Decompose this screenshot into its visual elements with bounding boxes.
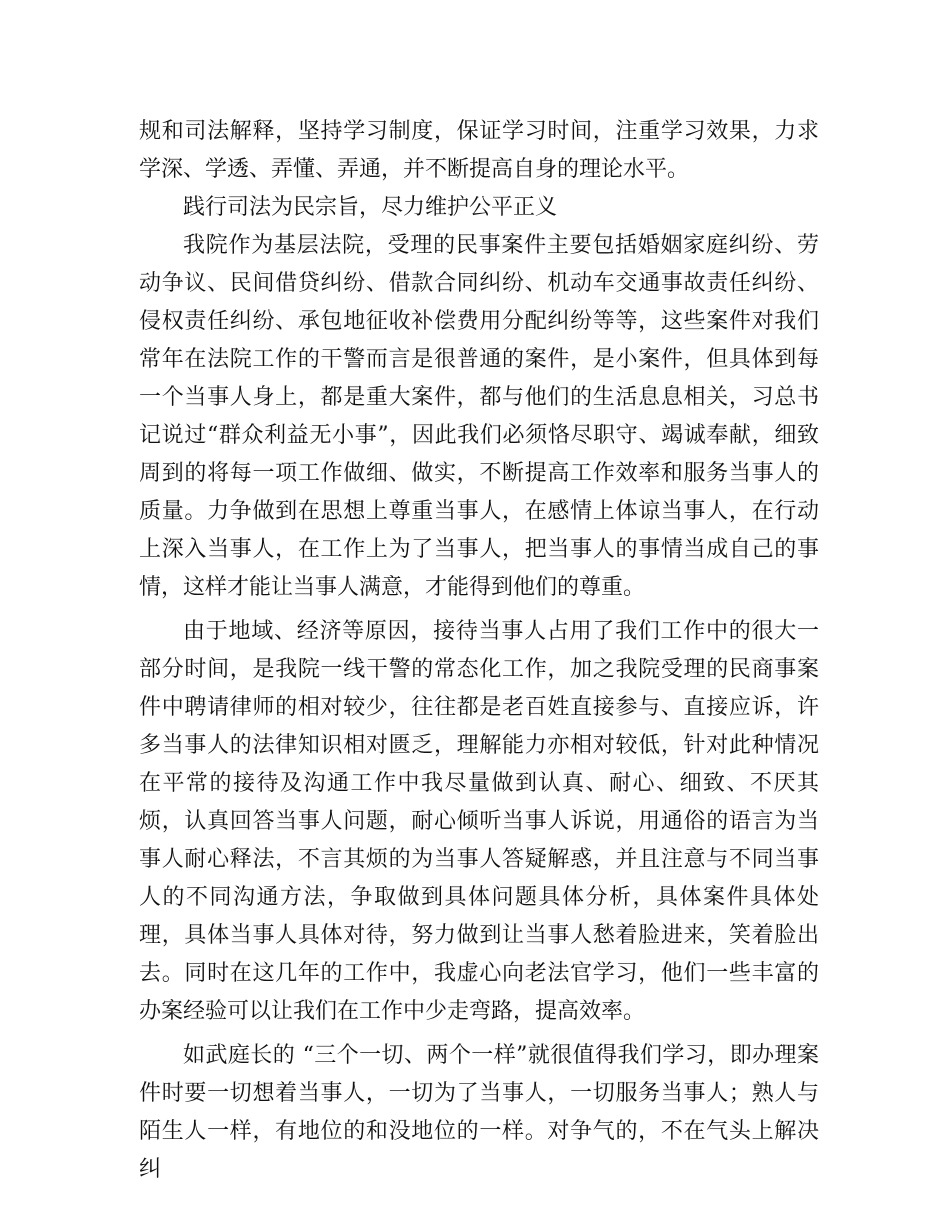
paragraph-judge-example: 如武庭长的 “三个一切、两个一样”就很值得我们学习，即办理案件时要一切想着当事人，一切为了当事人，一切服务当事人；熟人与陌生人一样，有地位的和没地位的一样。对争气的，不在气头上解决纠 [139,1043,819,1182]
paragraph-continuation: 规和司法解释，坚持学习制度，保证学习时间，注重学习效果，力求学深、学透、弄懂、弄通，并不断提高自身的理论水平。 [139,119,819,182]
document-body [139,113,819,1189]
section-heading: 践行司法为民宗旨，尽力维护公平正义 [183,195,558,220]
paragraph-reception-work: 由于地域、经济等原因，接待当事人占用了我们工作中的很大一部分时间，是我院一线干警的常态化工作，加之我院受理的民商事案件中聘请律师的相对较少，往往都是老百姓直接参与、直接应诉，许多当事人的法律知识相对匮乏，理解能力亦相对较低，针对此种情况在平常的接待及沟通工作中我尽量做到认真、耐心、细致、不厌其烦，认真回答当事人问题，耐心倾听当事人诉说，用通俗的语言为当事人耐心释法，不言其烦的为当事人答疑解惑，并且注意与不同当事人的不同沟通方法，争取做到具体问题具体分析，具体案件具体处理，具体当事人具体对待，努力做到让当事人愁着脸进来，笑着脸出去。同时在这几年的工作中，我虚心向老法官学习，他们一些丰富的办案经验可以让我们在工作中少走弯路，提高效率。 [139,619,819,1024]
paragraph-grassroots-court: 我院作为基层法院，受理的民事案件主要包括婚姻家庭纠纷、劳动争议、民间借贷纠纷、借款合同纠纷、机动车交通事故责任纠纷、侵权责任纠纷、承包地征收补偿费用分配纠纷等等，这些案件对我们常年在法院工作的干警而言是很普通的案件，是小案件，但具体到每一个当事人身上，都是重大案件，都与他们的生活息息相关，习总书记说过“群众利益无小事”，因此我们必须恪尽职守、竭诚奉献，细致周到的将每一项工作做细、做实，不断提高工作效率和服务当事人的质量。力争做到在思想上尊重当事人，在感情上体谅当事人，在行动上深入当事人，在工作上为了当事人，把当事人的事情当成自己的事情，这样才能让当事人满意，才能得到他们的尊重。 [139,233,819,600]
